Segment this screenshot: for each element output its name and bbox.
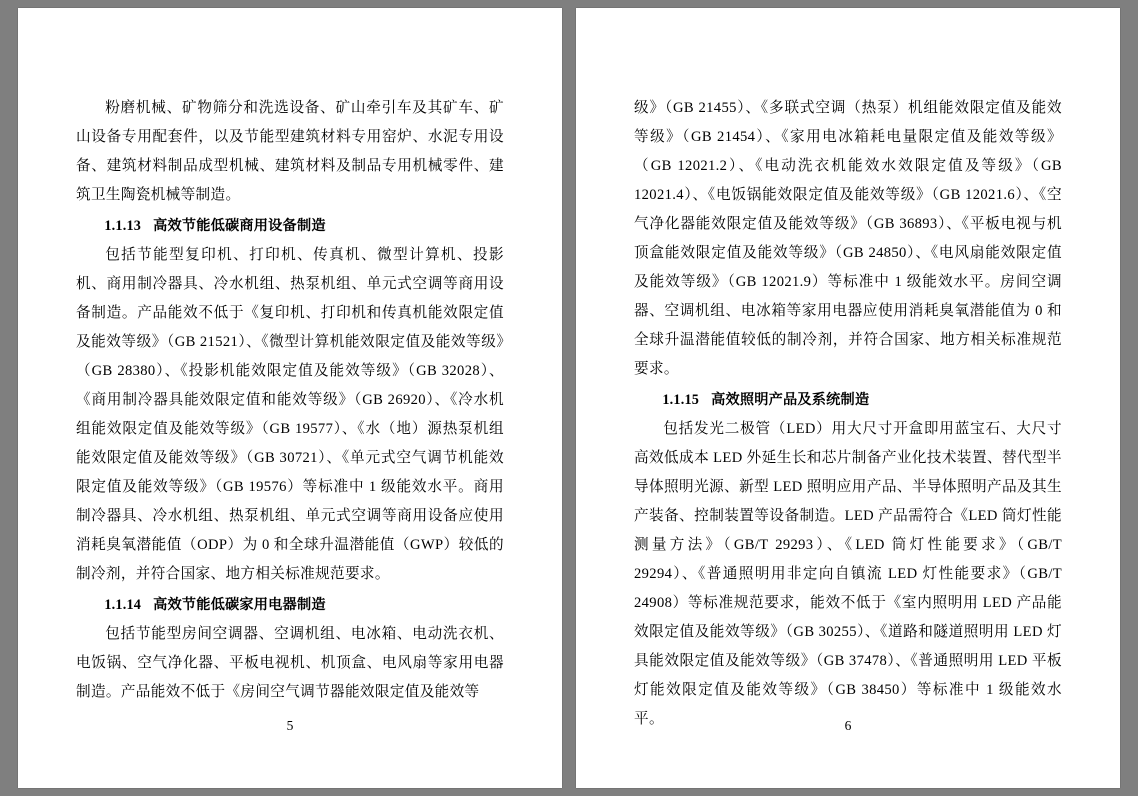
section-title: 高效节能低碳商用设备制造 bbox=[153, 218, 326, 234]
section-title: 高效照明产品及系统制造 bbox=[711, 392, 870, 408]
document-page-5 bbox=[18, 8, 562, 788]
section-number: 1.1.14 bbox=[104, 597, 142, 613]
section-heading-1-1-13 bbox=[76, 212, 504, 241]
page-body bbox=[76, 94, 504, 707]
paragraph-continued: 级》（GB 21455）、《多联式空调（热泵）机组能效限定值及能效等级》（GB 21454）、《家用电冰箱耗电量限定值及能效等级》（GB 12021.2）、《电动洗衣机能效水效限定值及等级》（GB 12021.4）、《电饭锅能效限定值及能效等级》（GB 12021.6）、《空气净化器能效限定值及能效等级》（GB 36893）、《平板电视与机顶盒能效限定值及能效等级》（GB 24850）、《电风扇能效限定值及能效等级》（GB 12021.9）等标准中 1 级能效水平。房间空调器、空调机组、电冰箱等家用电器应使用消耗臭氧潜能值为 0 和全球升温潜能值较低的制冷剂，并符合国家、地方相关标准规范要求。 bbox=[634, 100, 1062, 377]
page-number: 6 bbox=[844, 718, 852, 733]
page-body bbox=[634, 94, 1062, 734]
paragraph: 包括发光二极管（LED）用大尺寸开盒即用蓝宝石、大尺寸高效低成本 LED 外延生长和芯片制备产业化技术装置、替代型半导体照明光源、新型 LED 照明应用产品、半导体照明产品及其生产装备、控制装置等设备制造。LED 产品需符合《LED 筒灯性能测量方法》（GB/T 29293）、《LED 筒灯性能要求》（GB/T 29294）、《普通照明用非定向自镇流 LED 灯性能要求》（GB/T 24908）等标准规范要求，能效不低于《室内照明用 LED 产品能效限定值及能效等级》（GB 30255）、《道路和隧道照明用 LED 灯具能效限定值及能效等级》（GB 37478）、《普通照明用 LED 平板灯能效限定值及能效等级》（GB 38450）等标准中 1 级能效水平。 bbox=[634, 421, 1062, 727]
paragraph: 包括节能型房间空调器、空调机组、电冰箱、电动洗衣机、电饭锅、空气净化器、平板电视机、机顶盒、电风扇等家用电器制造。产品能效不低于《房间空气调节器能效限定值及能效等 bbox=[76, 626, 504, 700]
section-heading-1-1-15 bbox=[634, 386, 1062, 415]
section-number: 1.1.13 bbox=[104, 218, 142, 234]
section-heading-1-1-14 bbox=[76, 591, 504, 620]
document-page-6 bbox=[576, 8, 1120, 788]
section-title: 高效节能低碳家用电器制造 bbox=[153, 597, 326, 613]
section-number: 1.1.15 bbox=[662, 392, 700, 408]
page-number: 5 bbox=[286, 718, 294, 733]
paragraph: 粉磨机械、矿物筛分和洗选设备、矿山牵引车及其矿车、矿山设备专用配套件，以及节能型建筑材料专用窑炉、水泥专用设备、建筑材料制品成型机械、建筑材料及制品专用机械零件、建筑卫生陶瓷机械等制造。 bbox=[76, 100, 504, 203]
paragraph: 包括节能型复印机、打印机、传真机、微型计算机、投影机、商用制冷器具、冷水机组、热泵机组、单元式空调等商用设备制造。产品能效不低于《复印机、打印机和传真机能效限定值及能效等级》（GB 21521）、《微型计算机能效限定值及能效等级》（GB 28380）、《投影机能效限定值及能效等级》（GB 32028）、《商用制冷器具能效限定值和能效等级》（GB 26920）、《冷水机组能效限定值及能效等级》（GB 19577）、《水（地）源热泵机组能效限定值及能效等级》（GB 30721）、《单元式空气调节机能效限定值及能效等级》（GB 19576）等标准中 1 级能效水平。商用制冷器具、冷水机组、热泵机组、单元式空调等商用设备应使用消耗臭氧潜能值（ODP）为 0 和全球升温潜能值（GWP）较低的制冷剂，并符合国家、地方相关标准规范要求。 bbox=[76, 247, 504, 582]
